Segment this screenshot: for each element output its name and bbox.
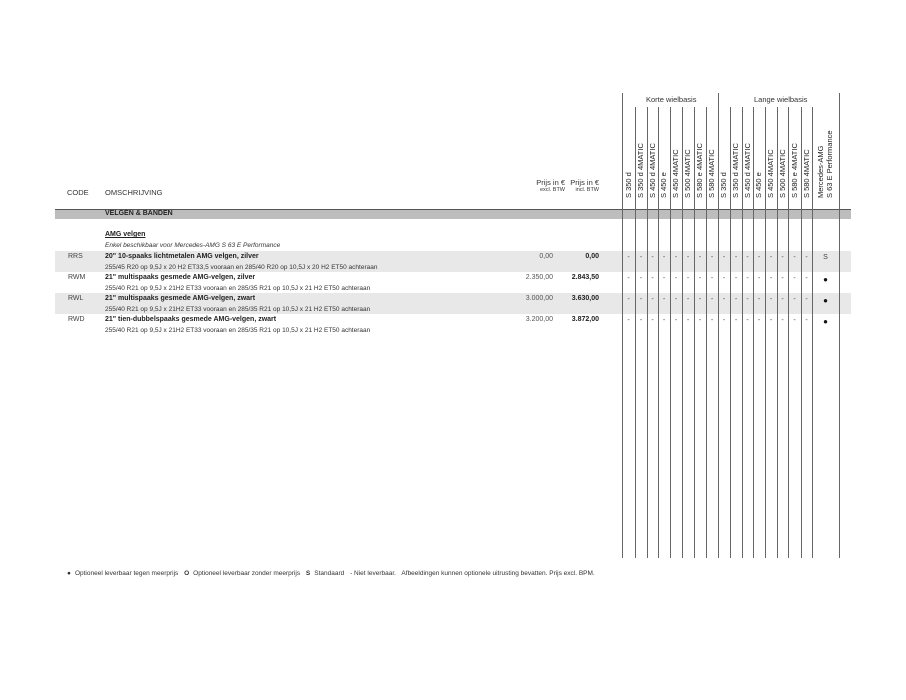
column-divider <box>670 107 671 558</box>
availability-cell: - <box>757 254 761 261</box>
availability-cell: - <box>710 317 714 324</box>
availability-cell: - <box>627 317 630 324</box>
legend <box>67 570 599 577</box>
availability-cell: - <box>746 317 749 324</box>
availability-cell: - <box>805 254 808 261</box>
model-column-header: S 580 e 4MATIC <box>789 143 799 198</box>
option-code: RWL <box>68 295 84 302</box>
model-column-header: S 450 4MATIC <box>671 149 680 198</box>
column-divider <box>694 107 695 558</box>
availability-cell: - <box>698 254 702 261</box>
availability-cell: - <box>757 275 761 282</box>
availability-cell: - <box>674 254 678 261</box>
model-column-header: S 450 4MATIC <box>766 149 775 198</box>
availability-cell: ● <box>823 275 828 284</box>
availability-cell: - <box>639 317 643 324</box>
availability-cell: - <box>651 296 654 303</box>
availability-cell: - <box>710 275 714 282</box>
column-divider <box>647 107 648 558</box>
option-title: 20" 10-spaaks lichtmetalen AMG velgen, zilver <box>105 253 259 260</box>
price-incl-header <box>555 178 599 193</box>
option-code: RWM <box>68 274 86 281</box>
model-column-header: S 450 d 4MATIC <box>742 143 752 198</box>
price-excl: 3.200,00 <box>525 316 553 323</box>
option-title: 21" tien-dubbelspaaks gesmede AMG-velgen, zwart <box>105 316 277 323</box>
availability-cell: ● <box>823 317 828 326</box>
column-divider <box>765 107 766 558</box>
option-description: 255/40 R21 op 9,5J x 21H2 ET33 vooraan en 285/35 R21 op 10,5J x 21 H2 ET50 achteraan <box>105 285 371 292</box>
column-divider <box>839 93 840 558</box>
column-divider <box>742 107 743 558</box>
group-long-wheelbase: Lange wielbasis <box>754 95 808 104</box>
model-column-header: S 450 e <box>659 172 668 198</box>
availability-cell: - <box>651 317 654 324</box>
availability-cell: S <box>823 254 828 261</box>
legend-note: Afbeeldingen kunnen optionele uitrusting bevatten. Prijs excl. BPM. <box>401 570 595 577</box>
model-column-header: S 350 d 4MATIC <box>636 143 645 198</box>
availability-cell: - <box>734 254 738 261</box>
availability-cell: - <box>734 275 738 282</box>
column-divider <box>658 107 659 558</box>
availability-cell: - <box>805 317 808 324</box>
column-divider <box>730 107 731 558</box>
column-divider <box>753 107 754 558</box>
section-bar <box>55 209 851 219</box>
column-divider <box>718 93 719 558</box>
availability-cell: - <box>674 317 678 324</box>
price-excl: 3.000,00 <box>525 295 553 302</box>
availability-cell: - <box>757 296 761 303</box>
model-column-header: S 580 4MATIC <box>707 149 716 198</box>
description-column-header: OMSCHRIJVING <box>105 188 163 197</box>
price-excl-sub: excl. BTW <box>539 187 565 193</box>
group-title: AMG velgen <box>105 231 146 238</box>
option-code: RRS <box>68 253 83 260</box>
optional-free-symbol: O <box>184 570 190 577</box>
availability-cell: - <box>651 254 654 261</box>
price-excl-label: Prijs in € <box>536 178 565 187</box>
model-column-header: S 350 d <box>719 172 728 198</box>
price-incl-label: Prijs in € <box>570 178 599 187</box>
availability-cell: - <box>639 296 643 303</box>
price-excl: 0,00 <box>539 253 553 260</box>
option-description: 255/40 R21 op 9,5J x 21H2 ET33 vooraan en 285/35 R21 op 10,5J x 21 H2 ET50 achteraan <box>105 327 371 334</box>
availability-cell: - <box>769 296 773 303</box>
column-divider <box>635 107 636 558</box>
standard-symbol: S <box>305 570 311 577</box>
model-column-header: S 500 4MATIC <box>777 149 787 198</box>
model-column-header: S 350 d 4MATIC <box>731 143 740 198</box>
availability-cell: - <box>793 317 796 324</box>
availability-cell: - <box>639 254 643 261</box>
availability-cell: - <box>746 275 749 282</box>
model-column-header: S 450 d 4MATIC <box>647 143 657 198</box>
availability-cell: - <box>757 317 761 324</box>
availability-cell: - <box>651 275 654 282</box>
amg-model-column-header: Mercedes-AMG S 63 E Performance <box>816 130 834 198</box>
code-column-header: CODE <box>67 188 89 197</box>
availability-cell: - <box>627 296 630 303</box>
availability-cell: - <box>662 275 666 282</box>
availability-cell: - <box>722 254 726 261</box>
availability-cell: - <box>722 296 726 303</box>
option-description: 255/40 R21 op 9,5J x 21H2 ET33 vooraan en 285/35 R21 op 10,5J x 21 H2 ET50 achteraan <box>105 306 371 313</box>
price-incl: 3.872,00 <box>571 316 599 323</box>
availability-cell: - <box>722 275 726 282</box>
price-incl: 2.843,50 <box>571 274 599 281</box>
availability-cell: - <box>781 275 784 282</box>
availability-cell: - <box>674 296 678 303</box>
availability-cell: - <box>769 254 773 261</box>
model-column-header: S 580 e 4MATIC <box>695 143 704 198</box>
optional-paid-text: Optioneel leverbaar tegen meerprijs <box>74 570 179 577</box>
availability-cell: - <box>781 317 784 324</box>
availability-cell: - <box>781 296 784 303</box>
availability-cell: - <box>734 317 738 324</box>
availability-cell: - <box>805 275 808 282</box>
availability-cell: - <box>710 296 714 303</box>
availability-cell: - <box>793 254 796 261</box>
availability-cell: - <box>674 275 678 282</box>
availability-cell: - <box>662 296 666 303</box>
option-description: 255/45 R20 op 9,5J x 20 H2 ET33,5 vooraan en 285/40 R20 op 10,5J x 20 H2 ET50 achteraan <box>105 264 378 271</box>
model-column-header: S 500 4MATIC <box>683 149 692 198</box>
availability-cell: - <box>734 296 738 303</box>
optional-paid-symbol: ● <box>67 570 71 577</box>
group-short-wheelbase: Korte wielbasis <box>646 95 697 104</box>
price-incl-sub: incl. BTW <box>575 187 599 193</box>
availability-cell: - <box>686 317 690 324</box>
column-divider <box>682 107 683 558</box>
section-title: VELGEN & BANDEN <box>105 210 173 217</box>
availability-cell: - <box>686 254 690 261</box>
availability-cell: - <box>698 275 702 282</box>
availability-cell: - <box>793 275 796 282</box>
column-divider <box>812 107 813 558</box>
availability-cell: - <box>662 317 666 324</box>
availability-cell: - <box>769 317 773 324</box>
availability-cell: - <box>746 296 749 303</box>
column-divider <box>788 107 789 558</box>
price-incl: 3.630,00 <box>571 295 599 302</box>
availability-cell: - <box>698 296 702 303</box>
option-code: RWD <box>68 316 85 323</box>
availability-cell: - <box>710 254 714 261</box>
option-title: 21" multispaaks gesmede AMG-velgen, zwart <box>105 295 256 302</box>
availability-cell: - <box>698 317 702 324</box>
availability-cell: - <box>769 275 773 282</box>
column-divider <box>622 93 623 558</box>
availability-cell: - <box>639 275 643 282</box>
availability-cell: - <box>746 254 749 261</box>
availability-cell: - <box>627 254 630 261</box>
availability-cell: ● <box>823 296 828 305</box>
not-available-text: - Niet leverbaar. <box>350 570 396 577</box>
model-column-header: S 350 d <box>623 172 633 198</box>
availability-cell: - <box>662 254 666 261</box>
price-incl: 0,00 <box>585 253 599 260</box>
availability-cell: - <box>686 275 690 282</box>
group-note: Enkel beschikbaar voor Mercedes-AMG S 63 E Performance <box>105 242 281 249</box>
availability-cell: - <box>722 317 726 324</box>
model-column-header: S 450 e <box>754 172 763 198</box>
column-divider <box>706 107 707 558</box>
optional-free-text: Optioneel leverbaar zonder meerprijs <box>193 570 301 577</box>
column-divider <box>801 107 802 558</box>
model-column-header: S 580 4MATIC <box>801 149 811 198</box>
availability-cell: - <box>793 296 796 303</box>
price-excl: 2.350,00 <box>525 274 553 281</box>
availability-cell: - <box>627 275 630 282</box>
availability-cell: - <box>686 296 690 303</box>
option-title: 21" multispaaks gesmede AMG-velgen, zilver <box>105 274 256 281</box>
standard-text: Standaard <box>314 570 345 577</box>
availability-cell: - <box>781 254 784 261</box>
column-divider <box>777 107 778 558</box>
availability-cell: - <box>805 296 808 303</box>
